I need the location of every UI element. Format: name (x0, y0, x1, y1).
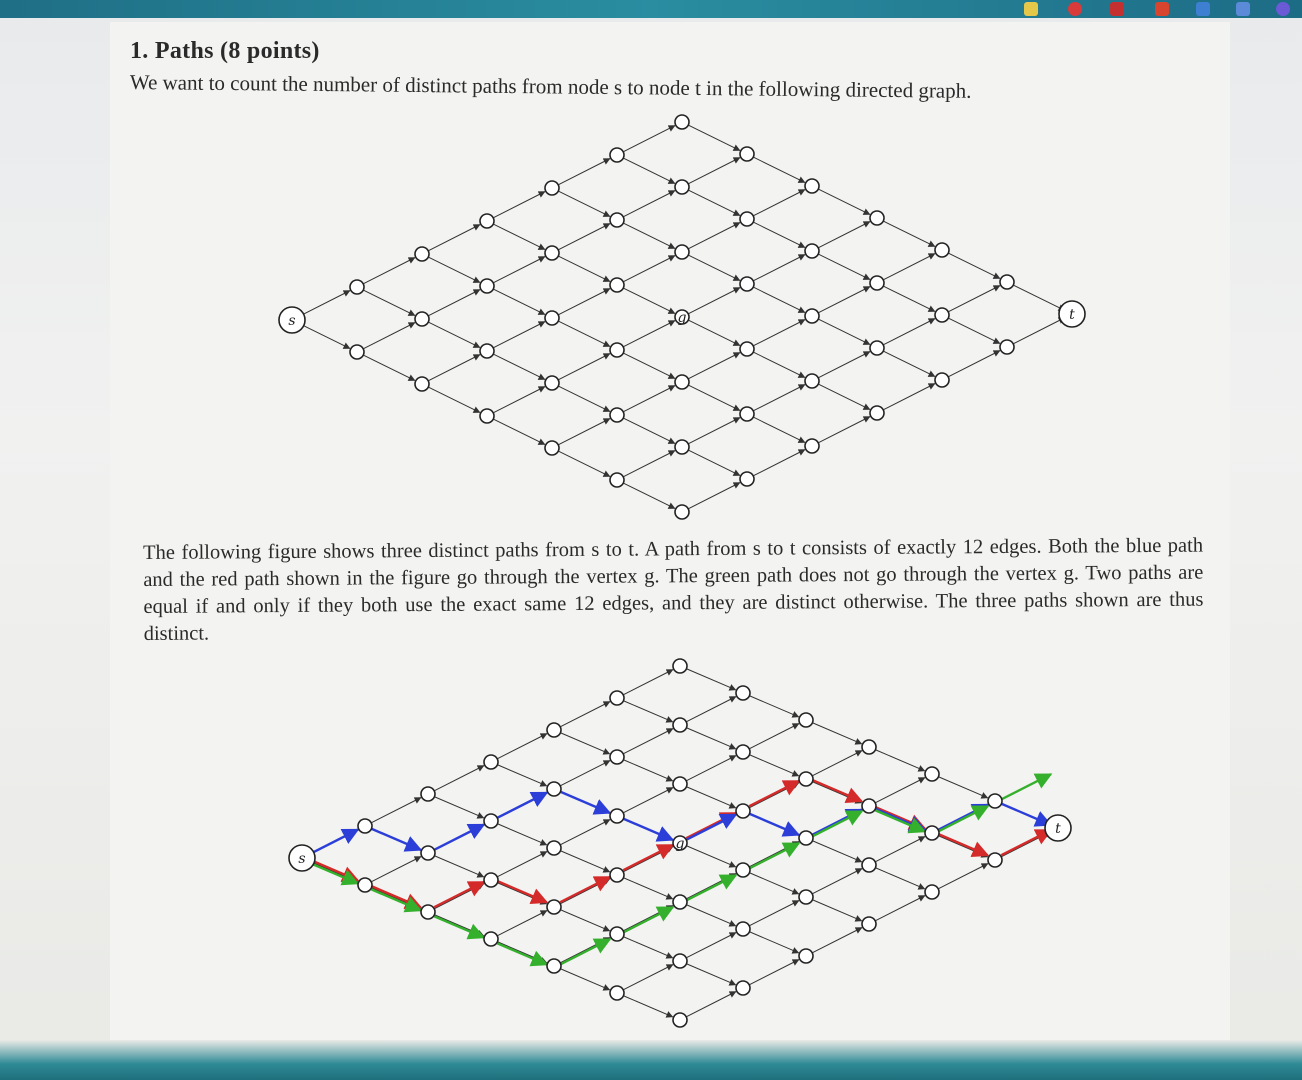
graph-bottom-node (610, 750, 624, 764)
graph-bottom-node (925, 826, 939, 840)
graph-bottom-node (484, 755, 498, 769)
graph-bottom-node (421, 905, 435, 919)
graph-bottom-node (673, 1013, 687, 1027)
graph-bottom-node (673, 895, 687, 909)
graph-bottom-edge (875, 868, 924, 889)
graph-bottom-node (673, 659, 687, 673)
graph-top-node (545, 246, 559, 260)
graph-top-edge (948, 318, 1000, 343)
graph-top-node (740, 342, 754, 356)
graph-top-node (870, 211, 884, 225)
graph-bottom-node (736, 686, 750, 700)
graph-bottom-green-path-edge (371, 889, 420, 910)
graph-bottom-edge (623, 847, 673, 872)
graph-bottom-green-path-edge (875, 810, 924, 831)
graph-bottom-edge (749, 696, 798, 717)
graph-top-edge (493, 354, 545, 379)
graph-top-node (675, 115, 689, 129)
graph-top-edge (493, 387, 545, 413)
graph-top-edge (363, 323, 415, 349)
graph-top-node (350, 345, 364, 359)
graph-bottom-node (358, 819, 372, 833)
graph-bottom-edge (749, 783, 799, 808)
graph-bottom-green-path-edge (938, 806, 988, 831)
graph-top-node (545, 441, 559, 455)
graph-top-node (675, 245, 689, 259)
graph-bottom-node (547, 782, 561, 796)
graph-top-node (480, 214, 494, 228)
graph-bottom-edge (497, 734, 547, 759)
graph-bottom-node (988, 853, 1002, 867)
graph-bottom-edge (560, 938, 610, 963)
graph-bottom-edge (875, 837, 925, 862)
graph-bottom-node (421, 846, 435, 860)
graph-top-label-g: g (677, 310, 687, 326)
graph-bottom-red-path-edge (371, 886, 420, 907)
graph-top-edge (493, 257, 545, 283)
graph-bottom-red-path-edge (497, 881, 546, 902)
graph-top-edge (428, 290, 480, 316)
graph-top-edge (688, 255, 740, 280)
graph-bottom-edge (623, 760, 672, 781)
explanation-paragraph (143, 533, 1204, 648)
graph-bottom-edge (497, 911, 547, 936)
graph-top-edge (883, 319, 935, 345)
graph-top-edge (818, 384, 870, 409)
graph-top-edge (558, 159, 610, 185)
graph-bottom-blue-path-edge (308, 830, 358, 855)
graph-top-edge (428, 257, 480, 282)
graph-top-node (870, 276, 884, 290)
graph-bottom-edge (371, 888, 420, 909)
graph-bottom-red-path-edge (434, 882, 484, 907)
graph-bottom-edge (875, 896, 925, 921)
graph-bottom-node (799, 713, 813, 727)
graph-top-edge (558, 451, 610, 476)
graph-top-edge (753, 190, 805, 216)
graph-top-edge (948, 286, 1000, 312)
graph-bottom-edge (434, 766, 484, 791)
graph-top-node (675, 440, 689, 454)
graph-bottom-green-path-edge (560, 939, 610, 964)
graph-bottom-edge (434, 915, 483, 936)
graph-top-edge (623, 451, 675, 477)
graph-bottom-label-t: t (1055, 821, 1061, 837)
graph-bottom-node (484, 814, 498, 828)
graph-bottom-node (610, 868, 624, 882)
graph-bottom-blue-path-edge (938, 805, 988, 830)
graph-bottom-node (862, 740, 876, 754)
graph-top-node (610, 213, 624, 227)
graph-top-edge (623, 256, 675, 282)
graph-top-edge (428, 387, 480, 412)
graph-bottom-edge (560, 761, 610, 786)
graph-bottom-edge (686, 728, 735, 749)
graph-bottom-edge (686, 846, 735, 867)
graph-top-edge (818, 254, 870, 279)
graph-top-edge (558, 419, 610, 445)
graph-top-edge (558, 191, 610, 216)
graph-bottom-node (862, 799, 876, 813)
graph-bottom-blue-path-edge (812, 810, 862, 835)
graph-top-node (805, 439, 819, 453)
graph-top-label-s: s (288, 313, 296, 329)
graph-top-node (610, 278, 624, 292)
graph-top-edge (558, 256, 610, 281)
graph-top-edge (818, 319, 870, 344)
graph-bottom-edge (812, 900, 861, 921)
graph-bottom-edge (308, 861, 357, 882)
graph-bottom-node (547, 900, 561, 914)
graph-top-edge (753, 222, 805, 247)
graph-top-edge (298, 323, 350, 348)
graph-top-edge (818, 189, 870, 214)
graph-top-edge (623, 191, 675, 217)
graph-bottom-edge (560, 910, 609, 931)
graph-bottom-edge (623, 996, 672, 1017)
graph-bottom-node (547, 723, 561, 737)
graph-top-edge (623, 353, 675, 378)
graph-top-edge (753, 417, 805, 442)
graph-top-edge (493, 289, 545, 314)
graph-top-edge (363, 355, 415, 380)
graph-top-edge (883, 221, 935, 246)
graph-top-edge (688, 353, 740, 379)
graph-top-edge (688, 418, 740, 444)
graph-bottom-node (925, 767, 939, 781)
graph-bottom-edge (623, 878, 672, 899)
graph-top-edge (753, 385, 805, 411)
graph-bottom-node (673, 777, 687, 791)
graph-top-node (870, 406, 884, 420)
graph-bottom-edge (434, 797, 483, 818)
graph-bottom-red-path-edge (875, 807, 924, 828)
graph-bottom-blue-path-edge (749, 814, 798, 835)
graph-bottom-edge (623, 788, 673, 813)
graph-top-node (870, 341, 884, 355)
graph-top-edge (818, 287, 870, 313)
graph-top-edge (558, 321, 610, 346)
graph-bottom-edge (434, 856, 483, 877)
graph-top-node (480, 279, 494, 293)
graph-bottom-edge (497, 824, 546, 845)
graph-bottom-edge (812, 869, 862, 894)
graph-top-label-t: t (1069, 307, 1075, 323)
graph-bottom-node (736, 745, 750, 759)
graph-top-edge (688, 190, 740, 215)
graph-bottom-node (736, 804, 750, 818)
graph-top-node (740, 277, 754, 291)
graph-bottom-edge (434, 884, 484, 909)
graph-top-edge (883, 384, 935, 410)
graph-top-edge (428, 355, 480, 381)
graph-top-node (675, 505, 689, 519)
graph-top-edge (883, 254, 935, 280)
graph-bottom-node (736, 922, 750, 936)
graph-bottom-red-path-edge (1001, 830, 1051, 855)
graph-top-node (740, 147, 754, 161)
graph-bottom-node (610, 691, 624, 705)
graph-bottom-green-path-edge (686, 875, 736, 900)
graph-bottom-edge (686, 992, 736, 1017)
graph-bottom-red-path-edge (812, 780, 861, 801)
graph-bottom-edge (749, 932, 798, 953)
graph-top-node (610, 473, 624, 487)
graph-top-edge (753, 320, 805, 346)
bottom-taskbar (0, 1040, 1302, 1080)
graph-bottom-edge (749, 755, 798, 776)
graph-top-node (740, 472, 754, 486)
graph-bottom-blue-path-edge (371, 829, 420, 850)
graph-top-edge (493, 322, 545, 348)
graph-bottom-edge (749, 901, 799, 926)
graph-bottom-edge (371, 857, 421, 882)
graph-top-node (935, 373, 949, 387)
graph-bottom-edge (686, 874, 736, 899)
graph-top-edge (688, 483, 740, 509)
graph-bottom-red-path-edge (623, 845, 673, 870)
graph-top-node (545, 376, 559, 390)
graph-top-edge (753, 157, 805, 182)
graph-top-node (610, 343, 624, 357)
graph-top-edge (753, 255, 805, 281)
graph-top-edge (493, 192, 545, 218)
graph-bottom-blue-path-edge (623, 819, 672, 840)
graph-bottom-edge (686, 787, 735, 808)
graph-bottom-edge (497, 765, 546, 786)
graph-bottom-edge (686, 964, 735, 985)
graph-bottom-red-path-edge (749, 781, 799, 806)
graph-top-edge (298, 291, 350, 317)
graph-top-edge (948, 253, 1000, 278)
graph-top-edge (623, 223, 675, 248)
graph-bottom-node (862, 917, 876, 931)
graph-top-edge (1013, 318, 1065, 344)
graph-bottom-node (610, 809, 624, 823)
graph-bottom-node (484, 873, 498, 887)
graph-bottom-green-path-edge (308, 862, 357, 883)
graph-bottom-edge (560, 851, 609, 872)
graph-top-node (935, 243, 949, 257)
graph-top-node (545, 311, 559, 325)
graph-top-edge (883, 286, 935, 311)
graph-top-node (935, 308, 949, 322)
graph-bottom-red-path-edge (560, 877, 610, 902)
graph-bottom-node (358, 878, 372, 892)
graph-bottom-edge (560, 702, 610, 727)
graph-bottom-green-path-edge (434, 916, 483, 937)
graph-top-node (1000, 340, 1014, 354)
graph-bottom-edge (1001, 832, 1051, 857)
graph-bottom-edge (623, 670, 673, 695)
graph-top-edge (948, 351, 1000, 377)
graph-bottom-edge (623, 701, 672, 722)
graph-top-edge (493, 224, 545, 249)
graph-bottom-green-path-edge (749, 843, 799, 868)
graph-bottom-label-g: g (675, 836, 685, 852)
graph-bottom-edge (938, 864, 988, 889)
problem-title: 1. Paths (8 points) (130, 38, 320, 64)
graph-bottom-edge (686, 697, 736, 722)
graph-top-edge (363, 258, 415, 284)
graph-bottom-edge (686, 756, 736, 781)
graph-bottom-edge (812, 841, 861, 862)
graph-bottom-node (610, 986, 624, 1000)
graph-bottom-edge (686, 933, 736, 958)
graph-top-node (610, 148, 624, 162)
graph-bottom-node (862, 858, 876, 872)
graph-bottom-edge (749, 842, 799, 867)
graph-bottom-edge (875, 750, 924, 771)
graph-top-edge (753, 450, 805, 476)
graph-top-node (415, 377, 429, 391)
graph-bottom-blue-path-edge (497, 793, 547, 818)
graph-top-edge (623, 126, 675, 152)
graph-top-edge (688, 288, 740, 314)
graph-bottom-node (736, 981, 750, 995)
graph-bottom-edge (560, 969, 609, 990)
graph-bottom-node (484, 932, 498, 946)
graph-top-edge (688, 158, 740, 184)
graph-bottom-node (799, 831, 813, 845)
graph-top-edge (428, 225, 480, 251)
graph-top-node (610, 408, 624, 422)
graph-bottom-label-s: s (298, 851, 306, 867)
graph-bottom-edge (749, 960, 799, 985)
graph-bottom-node (547, 959, 561, 973)
graph-top-edge (1013, 285, 1065, 310)
graph-top-node (675, 375, 689, 389)
graph-top-node (545, 181, 559, 195)
graph-bottom-edge (875, 778, 925, 803)
graph-bottom-edge (560, 733, 609, 754)
graph-top-edge (818, 417, 870, 443)
graph-top-node (1000, 275, 1014, 289)
graph-top-edge (428, 322, 480, 347)
graph-top-node (480, 344, 494, 358)
graph-bottom-edge (686, 669, 735, 690)
graph-top-edge (753, 352, 805, 377)
graph-bottom-edge (812, 751, 862, 776)
graph-bottom-edge (497, 852, 547, 877)
graph-bottom-node (547, 841, 561, 855)
graph-bottom-edge (938, 777, 987, 798)
graph-bottom-edge (686, 905, 735, 926)
graph-bottom-blue-path-edge (560, 792, 609, 813)
graph-bottom-node (799, 949, 813, 963)
graph-bottom-node (610, 927, 624, 941)
graph-bottom-edge (371, 798, 421, 823)
graph-bottom-node (799, 890, 813, 904)
graph-top-node (350, 280, 364, 294)
graph-top-node (415, 312, 429, 326)
graph-bottom-edge (812, 928, 862, 953)
graph-bottom-node (673, 954, 687, 968)
graph-bottom-edge (749, 724, 799, 749)
graph-top-edge (688, 125, 740, 150)
graph-top-edge (883, 351, 935, 376)
graph-top-edge (558, 224, 610, 250)
graph-bottom-green-path-edge (1001, 774, 1051, 799)
graph-bottom-edge (497, 883, 546, 904)
graph-bottom-node (736, 863, 750, 877)
graph-top-edge (688, 385, 740, 410)
explanation-text: The following figure shows three distinct paths from s to t. A path from s to t consists of exactly 12 edges. Both the blue path and the red path shown in the figure go through the vertex g. The green path does not go through the vertex g. Two paths are equal if and only if they both use the exact same 12 edges, and they are distinct otherwise. The three paths shown are thus distinct. (143, 534, 1204, 645)
graph-bottom-blue-path-edge (434, 825, 484, 850)
graph-bottom-node (421, 787, 435, 801)
graph-top-node (480, 409, 494, 423)
graph-top-edge (753, 287, 805, 312)
graph-top-edge (623, 483, 675, 508)
graph-bottom-edge (938, 836, 987, 857)
graph-top-node (805, 244, 819, 258)
graph-top-node (675, 180, 689, 194)
graph-bottom-edge (497, 942, 546, 963)
graph-bottom-node (988, 794, 1002, 808)
graph-bottom-node (673, 718, 687, 732)
graph-bottom-edge (623, 937, 672, 958)
graph-top-node (415, 247, 429, 261)
graph-top-node (805, 179, 819, 193)
graph-top-edge (363, 290, 415, 315)
graph-bottom-edge (623, 906, 673, 931)
graph-bottom-green-path-edge (812, 811, 862, 836)
graph-top-edge (688, 223, 740, 249)
graph-top-edge (623, 288, 675, 313)
graph-top-edge (688, 320, 740, 345)
graph-bottom-edge (623, 965, 673, 990)
graph-top-edge (623, 158, 675, 183)
graph-bottom-edge (749, 873, 798, 894)
graph-top-edge (558, 354, 610, 380)
graph-bottom-blue-path-edge (1001, 804, 1050, 825)
problem-intro: We want to count the number of distinct paths from node s to node t in the following directed graph. (129, 70, 972, 103)
graph-bottom-red-path-edge (686, 813, 736, 838)
graph-top-edge (493, 419, 545, 444)
graph-top-edge (558, 289, 610, 315)
graph-top-edge (818, 222, 870, 248)
graph-bottom-node (925, 885, 939, 899)
graph-top-node (805, 309, 819, 323)
graph-bottom-edge (812, 782, 861, 803)
graph-top-edge (623, 418, 675, 443)
graph-bottom-green-path-edge (497, 943, 546, 964)
graph-bottom-edge (623, 729, 673, 754)
graph-bottom-edge (812, 723, 861, 744)
graph-bottom-blue-path-edge (875, 809, 924, 830)
graph-top-edge (818, 352, 870, 378)
graph-bottom-edge (560, 879, 610, 904)
graph-bottom-edge (560, 820, 610, 845)
graph-top-edge (623, 386, 675, 412)
graph-bottom-green-path-edge (623, 907, 673, 932)
graph-bottom-blue-path-edge (686, 815, 736, 840)
graph-bottom-node (799, 772, 813, 786)
graph-top-node (805, 374, 819, 388)
graph-top-node (740, 407, 754, 421)
graph-bottom-red-path-edge (308, 859, 357, 880)
graph-bottom-red-path-edge (938, 834, 987, 855)
graph-top-edge (688, 450, 740, 475)
graph-top-edge (558, 386, 610, 411)
graph-top-edge (623, 321, 675, 347)
graph-top-node (740, 212, 754, 226)
